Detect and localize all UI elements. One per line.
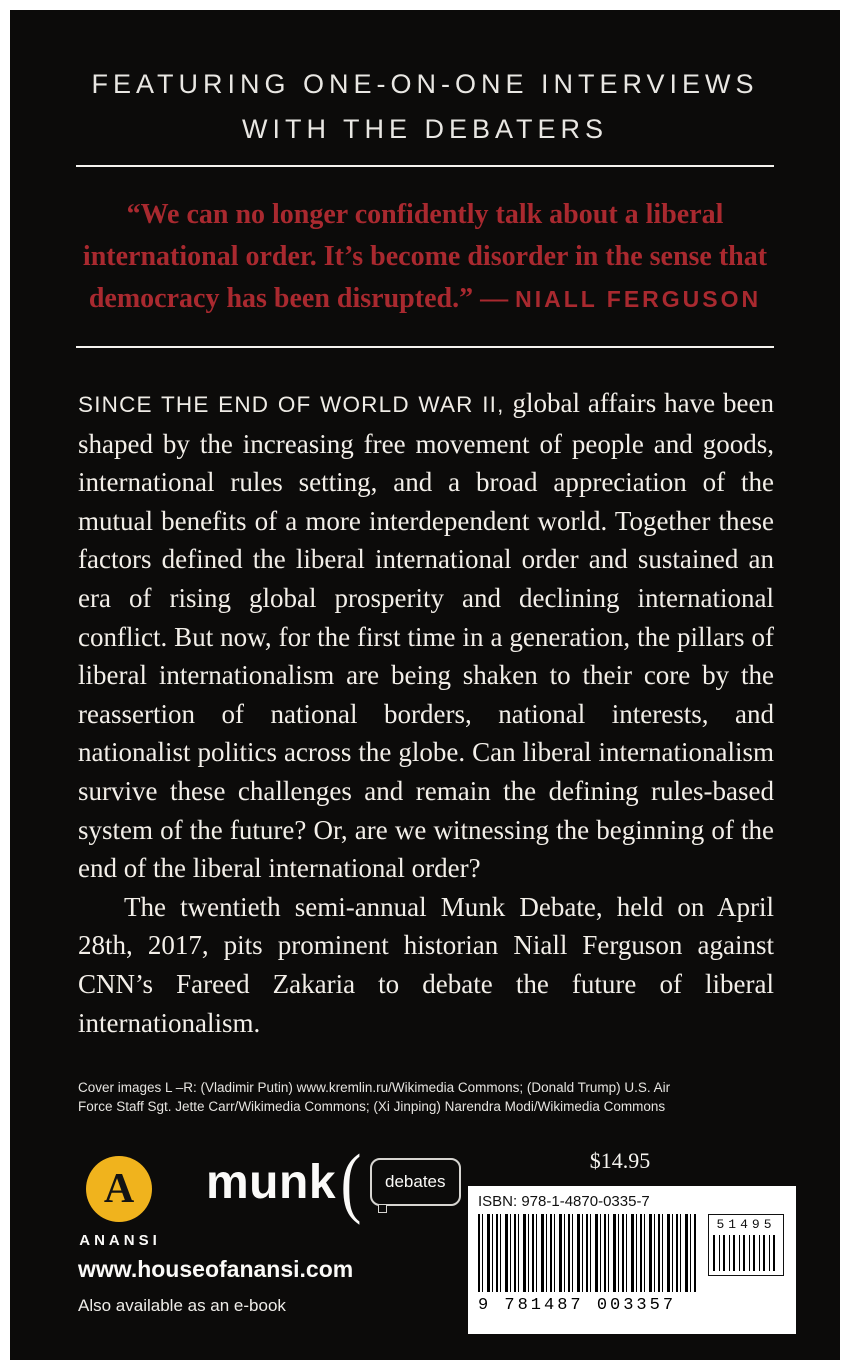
- book-back-cover: [10, 10, 840, 1360]
- synopsis-paragraph-2: The twentieth semi-annual Munk Debate, held on April 28th, 2017, pits prominent historian Niall Ferguson against CNN’s Fareed Zakaria to debate the future of liberal internationalism.: [78, 891, 774, 1038]
- munk-debates-logo: [206, 1138, 461, 1225]
- header-line1: FEATURING ONE-ON-ONE INTERVIEWS: [91, 69, 759, 99]
- barcode-addon: [708, 1214, 784, 1276]
- munk-logo-bracket: (: [340, 1138, 362, 1225]
- anansi-label: ANANSI: [79, 1232, 161, 1249]
- anansi-logo-letter: A: [103, 1166, 135, 1212]
- synopsis-paragraph-1-text: global affairs have been shaped by the increasing free movement of people and goods, international rules setting, and a broad appreciation of the mutual benefits of a more interdependent world. Together these factors defined the liberal international order and sustained an era of rising global prosperity and declining international conflict. But now, for the first time in a generation, the pillars of liberal internationalism are being shaken to their core by the reassertion of national borders, national interests, and nationalist politics across the globe. Can liberal internationalism survive these challenges and remain the defining rules-based system of the future? Or, are we witnessing the beginning of the end of the liberal international order?: [78, 388, 774, 884]
- price: $14.95: [589, 1148, 651, 1173]
- barcode-row: [478, 1214, 788, 1292]
- barcode-bars: [478, 1214, 696, 1292]
- divider-top: [76, 165, 774, 167]
- quote-attribution: NIALL FERGUSON: [515, 286, 762, 312]
- synopsis-paragraph-1: [78, 384, 774, 888]
- munk-logo-word: munk: [206, 1155, 337, 1209]
- header-line2: WITH THE DEBATERS: [241, 114, 609, 144]
- ebook-note: Also available as an e-book: [78, 1296, 286, 1315]
- barcode-panel: [468, 1186, 796, 1334]
- anansi-logo: [86, 1156, 152, 1222]
- publisher-website: www.houseofanansi.com: [78, 1256, 354, 1282]
- cover-image-credits: Cover images L –R: (Vladimir Putin) www.kremlin.ru/Wikimedia Commons; (Donald Trump) U.S. Air Force Staff Sgt. Jette Carr/Wikimedia Commons; (Xi Jinping) Narendra Modi/Wikimedia Commons: [78, 1080, 671, 1114]
- debates-badge-label: debates: [385, 1172, 446, 1191]
- header-banner: [10, 62, 840, 152]
- barcode-addon-number: 51495: [716, 1217, 776, 1232]
- synopsis: [78, 384, 774, 1042]
- quote-text: “We can no longer confidently talk about a liberal international order. It’s become disorder in the sense that democracy has been disrupted.” —: [82, 199, 768, 314]
- synopsis-lead-in: SINCE THE END OF WORLD WAR II,: [78, 392, 505, 417]
- debates-badge: [370, 1158, 461, 1206]
- divider-bottom: [76, 346, 774, 348]
- barcode-addon-bars: [713, 1235, 779, 1271]
- barcode-digits: 9 781487 003357: [478, 1296, 677, 1315]
- pull-quote: [62, 194, 788, 320]
- debates-badge-tail: [378, 1204, 387, 1213]
- isbn-label: ISBN: 978-1-4870-0335-7: [478, 1193, 650, 1210]
